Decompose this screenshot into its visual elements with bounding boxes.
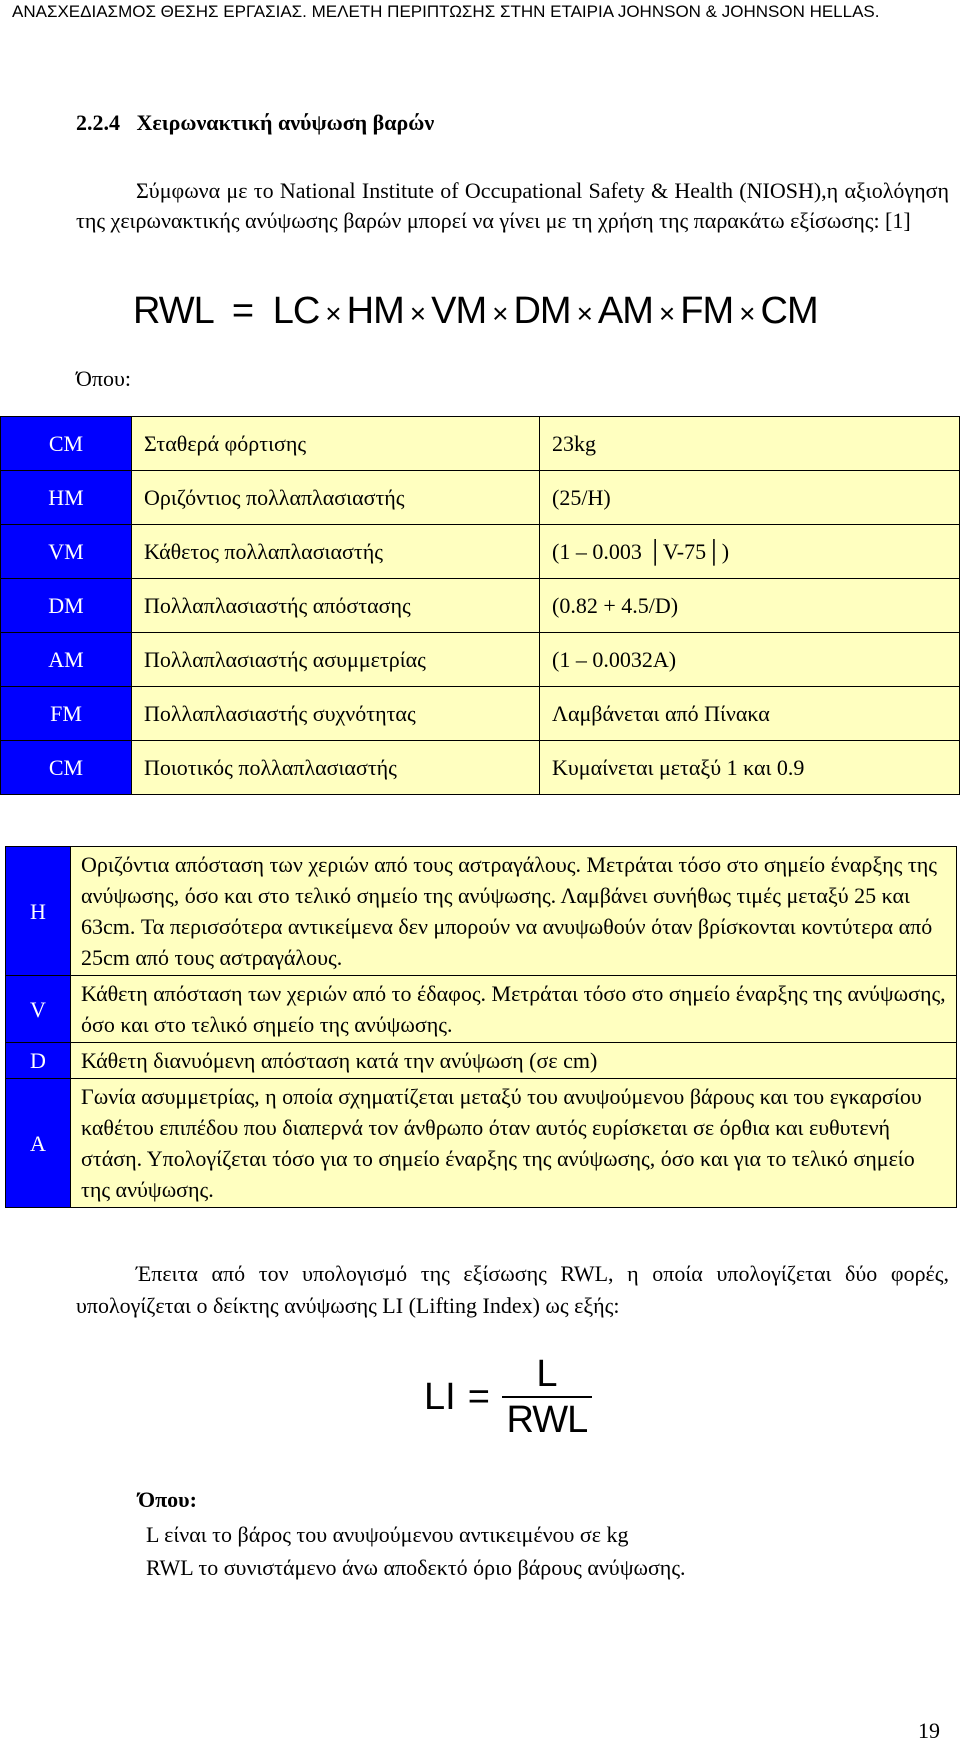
factor-code: FM bbox=[1, 687, 132, 741]
table-row bbox=[1, 579, 960, 633]
term-dm: DM bbox=[513, 290, 571, 332]
term-cm: CM bbox=[760, 290, 818, 332]
term-vm: VM bbox=[431, 290, 487, 332]
note-line: RWL το συνιστάμενο άνω αποδεκτό όριο βάρους ανύψωσης. bbox=[146, 1555, 686, 1580]
intro-text: Σύμφωνα με το National Institute of Occupational Safety & Health (NIOSH),η αξιολόγηση της χειρωνακτικής ανύψωσης βαρών μπορεί να γίνει με τη χρήση της παρακάτω εξίσωσης: [1] bbox=[76, 178, 949, 233]
term-lc: LC bbox=[272, 290, 320, 332]
factor-desc: Σταθερά φόρτισης bbox=[132, 417, 540, 471]
document-header: ΑΝΑΣΧΕΔΙΑΣΜΟΣ ΘΕΣΗΣ ΕΡΓΑΣΙΑΣ. ΜΕΛΕΤΗ ΠΕΡΙΠΤΩΣΗΣ ΣΤΗΝ ΕΤΑΙΡΙΑ JOHNSON & JOHNSON HELLAS. bbox=[12, 2, 880, 21]
section-title: Χειρωνακτική ανύψωση βαρών bbox=[136, 110, 435, 135]
variable-code: V bbox=[6, 976, 71, 1043]
factor-desc: Κάθετος πολλαπλασιαστής bbox=[132, 525, 540, 579]
table-row bbox=[6, 976, 957, 1043]
section-heading bbox=[76, 110, 434, 136]
table-row bbox=[6, 1079, 957, 1208]
factor-value: (25/H) bbox=[540, 471, 960, 525]
factor-value: (1 – 0.003 │V-75│) bbox=[540, 525, 960, 579]
li-lhs: LI bbox=[424, 1375, 456, 1418]
section-number: 2.2.4 bbox=[76, 110, 120, 135]
after-text: Έπειτα από τον υπολογισμό της εξίσωσης RWL, η οποία υπολογίζεται δύο φορές, υπολογίζεται ο δείκτης ανύψωσης LI (Lifting Index) ως εξής: bbox=[76, 1261, 949, 1318]
times-sign: × bbox=[658, 298, 675, 329]
after-paragraph bbox=[76, 1258, 949, 1322]
li-formula bbox=[424, 1352, 592, 1442]
factor-value: Κυμαίνεται μεταξύ 1 και 0.9 bbox=[540, 741, 960, 795]
table-row bbox=[1, 633, 960, 687]
variables-table bbox=[5, 846, 957, 1208]
times-sign: × bbox=[409, 298, 426, 329]
term-fm: FM bbox=[680, 290, 734, 332]
table-row bbox=[6, 847, 957, 976]
formula-lhs: RWL bbox=[133, 290, 213, 332]
factor-code: CM bbox=[1, 417, 132, 471]
variable-code: D bbox=[6, 1043, 71, 1079]
times-sign: × bbox=[325, 298, 341, 329]
variable-desc: Γωνία ασυμμετρίας, η οποία σχηματίζεται μεταξύ του ανυψούμενου βάρους και του εγκαρσίου καθέτου επιπέδου που διαπερνά τον άνθρωπο όταν αυτός ευρίσκεται σε όρθια και ευθυτενή στάση. Υπολογίζεται τόσο για το σημείο έναρξης της ανύψωσης, όσο και για το τελικό σημείο της ανύψωσης. bbox=[71, 1079, 957, 1208]
factor-value: 23kg bbox=[540, 417, 960, 471]
rwl-formula bbox=[133, 290, 818, 333]
factor-desc: Οριζόντιος πολλαπλασιαστής bbox=[132, 471, 540, 525]
factor-code: AM bbox=[1, 633, 132, 687]
times-sign: × bbox=[739, 298, 755, 329]
table-row bbox=[1, 741, 960, 795]
variable-code: A bbox=[6, 1079, 71, 1208]
term-hm: HM bbox=[346, 290, 404, 332]
factor-code: DM bbox=[1, 579, 132, 633]
times-sign: × bbox=[492, 298, 508, 329]
table-row bbox=[1, 687, 960, 741]
variable-desc: Κάθετη διανυόμενη απόσταση κατά την ανύψωση (σε cm) bbox=[71, 1043, 957, 1079]
factors-table bbox=[0, 416, 960, 795]
li-fraction bbox=[502, 1352, 592, 1442]
factor-desc: Ποιοτικός πολλαπλασιαστής bbox=[132, 741, 540, 795]
table-row bbox=[6, 1043, 957, 1079]
variable-code: H bbox=[6, 847, 71, 976]
factor-code: VM bbox=[1, 525, 132, 579]
factor-value: (1 – 0.0032A) bbox=[540, 633, 960, 687]
where-label: Όπου: bbox=[76, 366, 131, 391]
table-row bbox=[1, 417, 960, 471]
factor-desc: Πολλαπλασιαστής συχνότητας bbox=[132, 687, 540, 741]
intro-paragraph bbox=[76, 176, 949, 236]
times-sign: × bbox=[576, 298, 592, 329]
table-row bbox=[1, 525, 960, 579]
factor-value: Λαμβάνεται από Πίνακα bbox=[540, 687, 960, 741]
factor-value: (0.82 + 4.5/D) bbox=[540, 579, 960, 633]
page-number: 19 bbox=[918, 1718, 940, 1743]
variable-desc: Οριζόντια απόσταση των χεριών από τους αστραγάλους. Μετράται τόσο στο σημείο έναρξης της ανύψωσης, όσο και στο τελικό σημείο της ανύψωσης. Λαμβάνει συνήθως τιμές μεταξύ 25 και 63cm. Τα περισσότερα αντικείμενα δεν μπορούν να ανυψωθούν όταν βρίσκονται κοντύτερα από 25cm από τους αστραγάλους. bbox=[71, 847, 957, 976]
variable-desc: Κάθετη απόσταση των χεριών από το έδαφος. Μετράται τόσο στο σημείο έναρξης της ανύψωσης, όσο και στο τελικό σημείο της ανύψωσης. bbox=[71, 976, 957, 1043]
formula-equals: = bbox=[231, 290, 254, 332]
factor-desc: Πολλαπλασιαστής ασυμμετρίας bbox=[132, 633, 540, 687]
table-row bbox=[1, 471, 960, 525]
li-numerator: L bbox=[536, 1353, 558, 1395]
where2-label: Όπου: bbox=[138, 1487, 197, 1512]
li-denominator: RWL bbox=[506, 1399, 588, 1441]
term-am: AM bbox=[597, 290, 653, 332]
factor-code: CM bbox=[1, 741, 132, 795]
factor-desc: Πολλαπλασιαστής απόστασης bbox=[132, 579, 540, 633]
where2-notes bbox=[146, 1518, 686, 1584]
li-equals: = bbox=[467, 1375, 490, 1418]
factor-code: HM bbox=[1, 471, 132, 525]
note-line: L είναι το βάρος του ανυψούμενου αντικειμένου σε kg bbox=[146, 1522, 629, 1547]
